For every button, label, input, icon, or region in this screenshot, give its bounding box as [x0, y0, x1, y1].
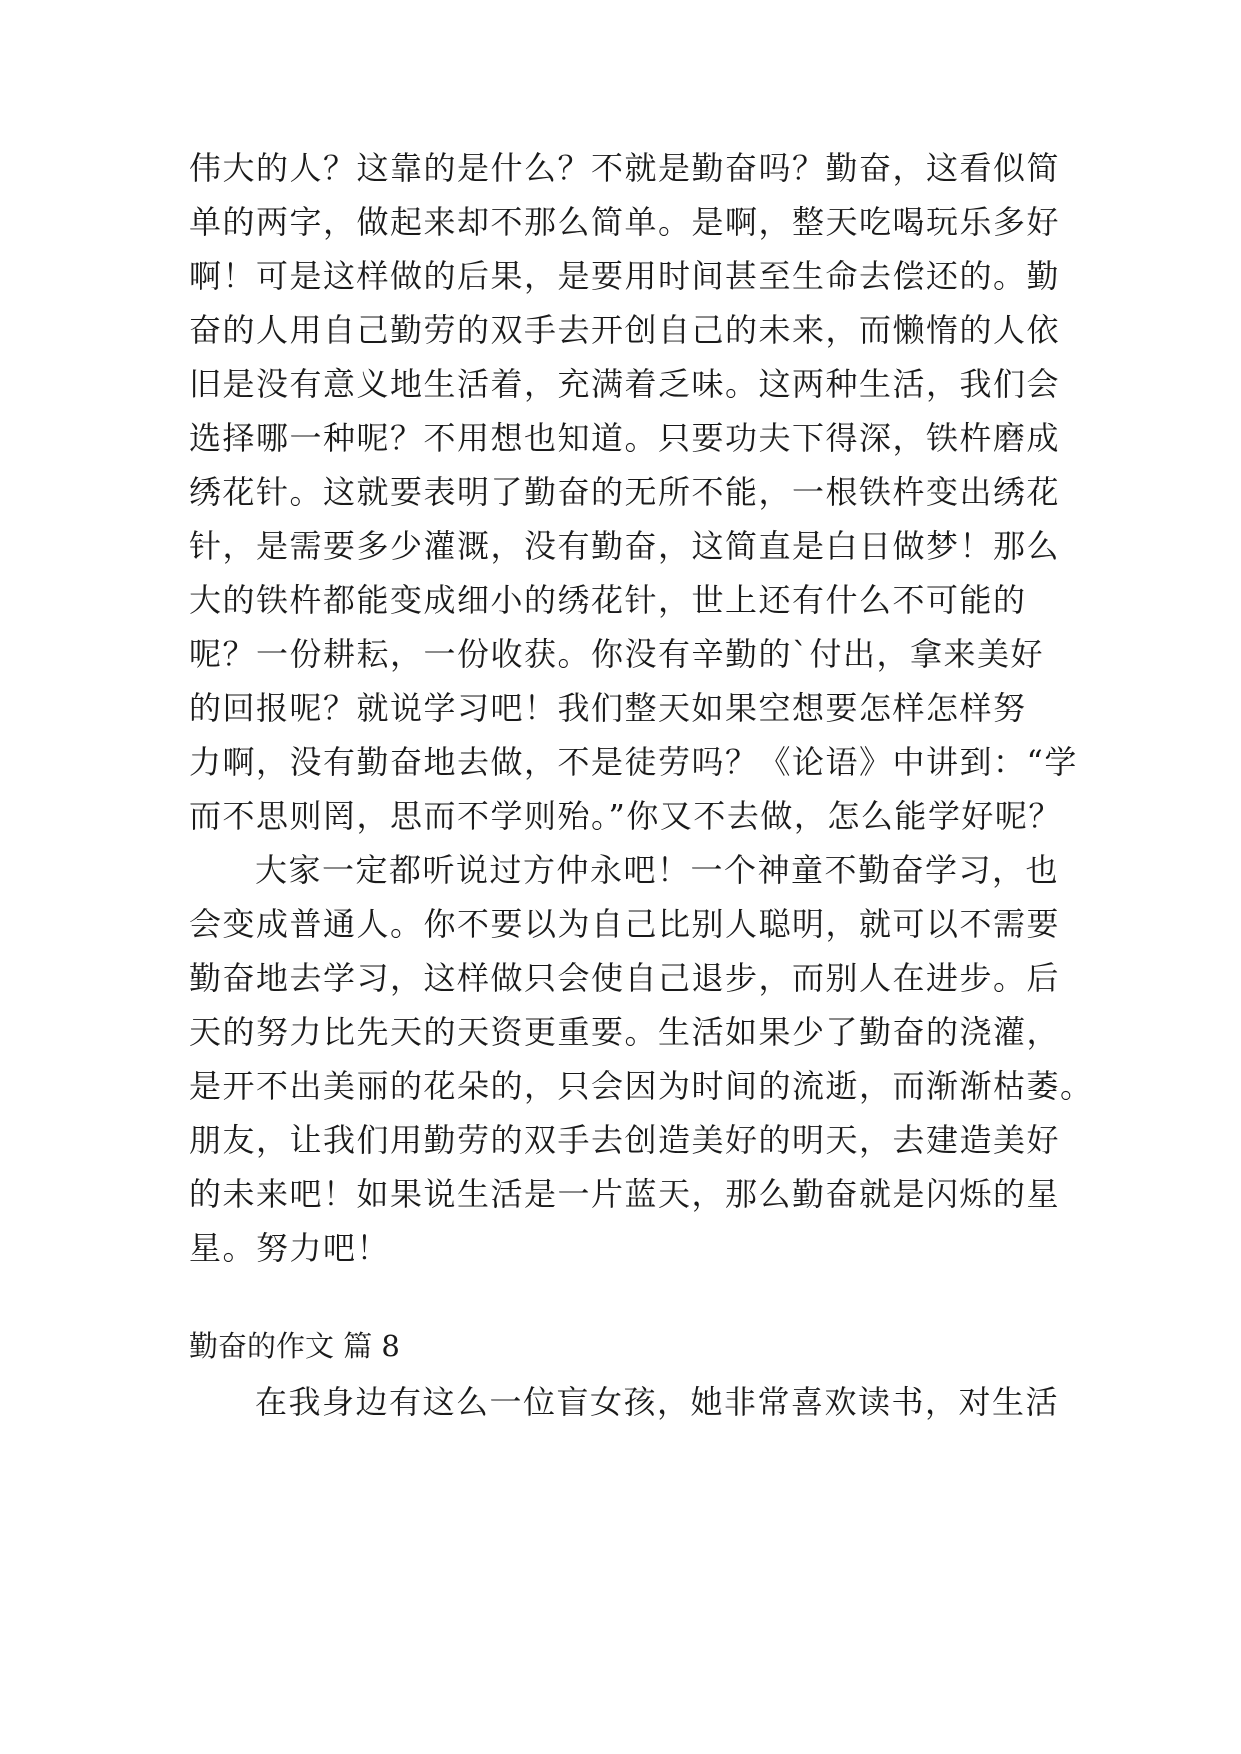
text-line: 单的两字，做起来却不那么简单。是啊，整天吃喝玩乐多好 [189, 203, 1061, 241]
text-line: 选择哪一种呢？不用想也知道。只要功夫下得深，铁杵磨成 [189, 419, 1061, 457]
text-line: 奋的人用自己勤劳的双手去开创自己的未来，而懒惰的人依 [189, 311, 1061, 349]
text-line: 啊！可是这样做的后果，是要用时间甚至生命去偿还的。勤 [189, 257, 1061, 295]
text-line: 旧是没有意义地生活着，充满着乏味。这两种生活，我们会 [189, 365, 1061, 403]
section-heading: 勤奋的作文 篇 8 [189, 1329, 400, 1363]
text-line: 会变成普通人。你不要以为自己比别人聪明，就可以不需要 [189, 905, 1061, 943]
text-line: 朋友，让我们用勤劳的双手去创造美好的明天，去建造美好 [189, 1121, 1061, 1159]
text-line: 的未来吧！如果说生活是一片蓝天，那么勤奋就是闪烁的星 [189, 1175, 1061, 1213]
text-line: 天的努力比先天的天资更重要。生活如果少了勤奋的浇灌， [189, 1013, 1061, 1051]
text-line: 而不思则罔，思而不学则殆。”你又不去做，怎么能学好呢？ [189, 797, 1062, 835]
text-line: 在我身边有这么一位盲女孩，她非常喜欢读书，对生活 [255, 1383, 1060, 1421]
text-line: 星。努力吧！ [189, 1229, 391, 1267]
text-line: 大家一定都听说过方仲永吧！一个神童不勤奋学习，也 [255, 851, 1060, 889]
text-line: 力啊，没有勤奋地去做，不是徒劳吗？《论语》中讲到：“学 [189, 743, 1078, 781]
text-line: 针，是需要多少灌溉，没有勤奋，这简直是白日做梦！那么 [189, 527, 1061, 565]
text-line: 的回报呢？就说学习吧！我们整天如果空想要怎样怎样努 [189, 689, 1027, 727]
text-line: 大的铁杵都能变成细小的绣花针，世上还有什么不可能的 [189, 581, 1027, 619]
text-line: 是开不出美丽的花朵的，只会因为时间的流逝，而渐渐枯萎。 [189, 1067, 1094, 1105]
text-line: 勤奋地去学习，这样做只会使自己退步，而别人在进步。后 [189, 959, 1061, 997]
text-line: 呢？一份耕耘，一份收获。你没有辛勤的`付出，拿来美好 [189, 635, 1045, 673]
text-line: 绣花针。这就要表明了勤奋的无所不能，一根铁杵变出绣花 [189, 473, 1061, 511]
text-line: 伟大的人？这靠的是什么？不就是勤奋吗？勤奋，这看似简 [189, 149, 1061, 187]
